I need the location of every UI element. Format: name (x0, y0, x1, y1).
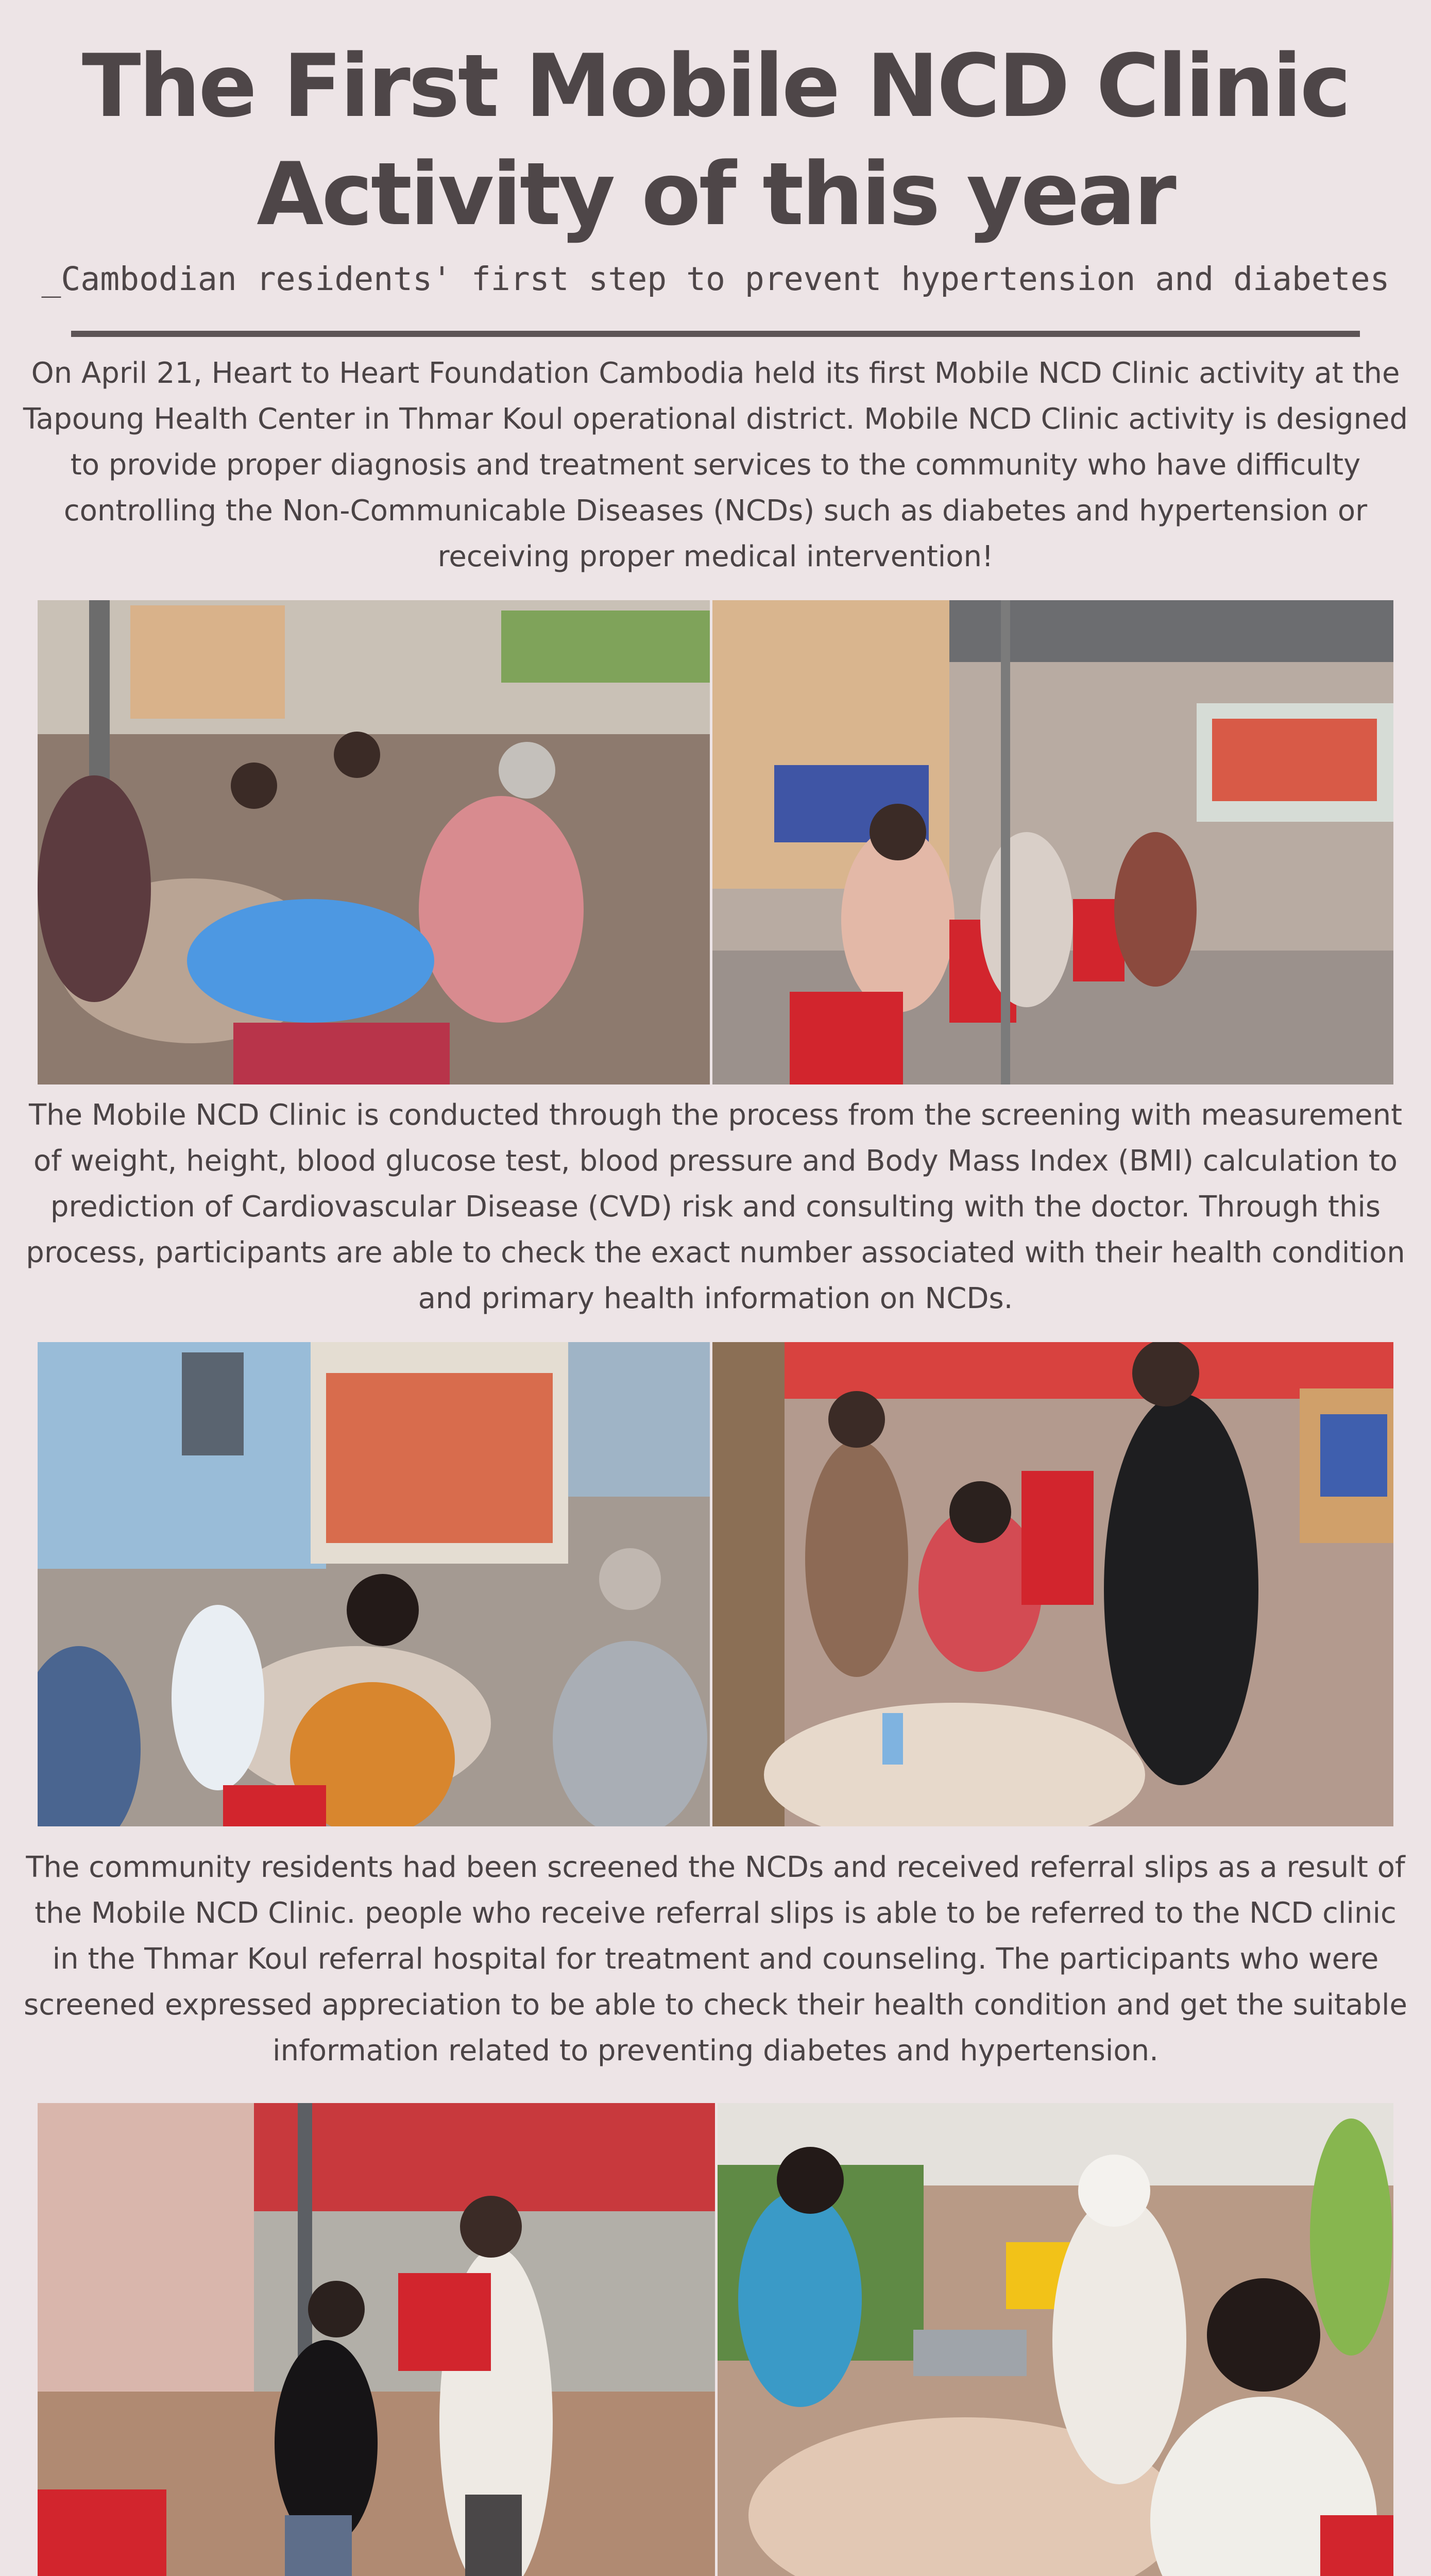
photo-health-check (718, 2103, 1393, 2576)
referral-paragraph: The community residents had been screened the NCDs and received referral slips as a result of the Mobile NCD Clinic. people who receive referral slips is able to be referred to the NCD clinic in the Thmar Koul referral hospital for treatment and counseling. The participants who were screened expressed appreciation to be able to check their health condition and get the suitable information related to preventing diabetes and hypertension. (24, 1851, 1407, 2067)
photo-blood-test (712, 1342, 1393, 1826)
title-divider (71, 331, 1360, 337)
page-subtitle: _Cambodian residents' first step to prevent hypertension and diabetes (41, 260, 1390, 298)
photo-row-3 (38, 2103, 1393, 2576)
page-title (0, 32, 1431, 248)
photo-registration-desk (38, 600, 710, 1084)
photo-waiting-area (712, 600, 1393, 1084)
title-line-1: The First Mobile NCD Clinic (81, 36, 1350, 137)
title-line-2: Activity of this year (257, 144, 1174, 245)
photo-consultation (38, 1342, 710, 1826)
photo-row-1 (38, 600, 1393, 1084)
process-paragraph: The Mobile NCD Clinic is conducted through the process from the screening with measurement of weight, height, blood glucose test, blood pressure and Body Mass Index (BMI) calculation to prediction of Cardiovascular Disease (CVD) risk and consulting with the doctor. Through this process, participants are able to check the exact number associated with their health condition and primary health information on NCDs. (26, 1098, 1405, 1315)
photo-row-2 (38, 1342, 1393, 1826)
photo-measurement (38, 2103, 715, 2576)
intro-paragraph: On April 21, Heart to Heart Foundation Cambodia held its first Mobile NCD Clinic activity at the Tapoung Health Center in Thmar Koul operational district. Mobile NCD Clinic activity is designed to provide proper diagnosis and treatment services to the community who have difficulty controlling the Non-Communicable Diseases (NCDs) such as diabetes and hypertension or receiving proper medical intervention! (23, 357, 1408, 573)
